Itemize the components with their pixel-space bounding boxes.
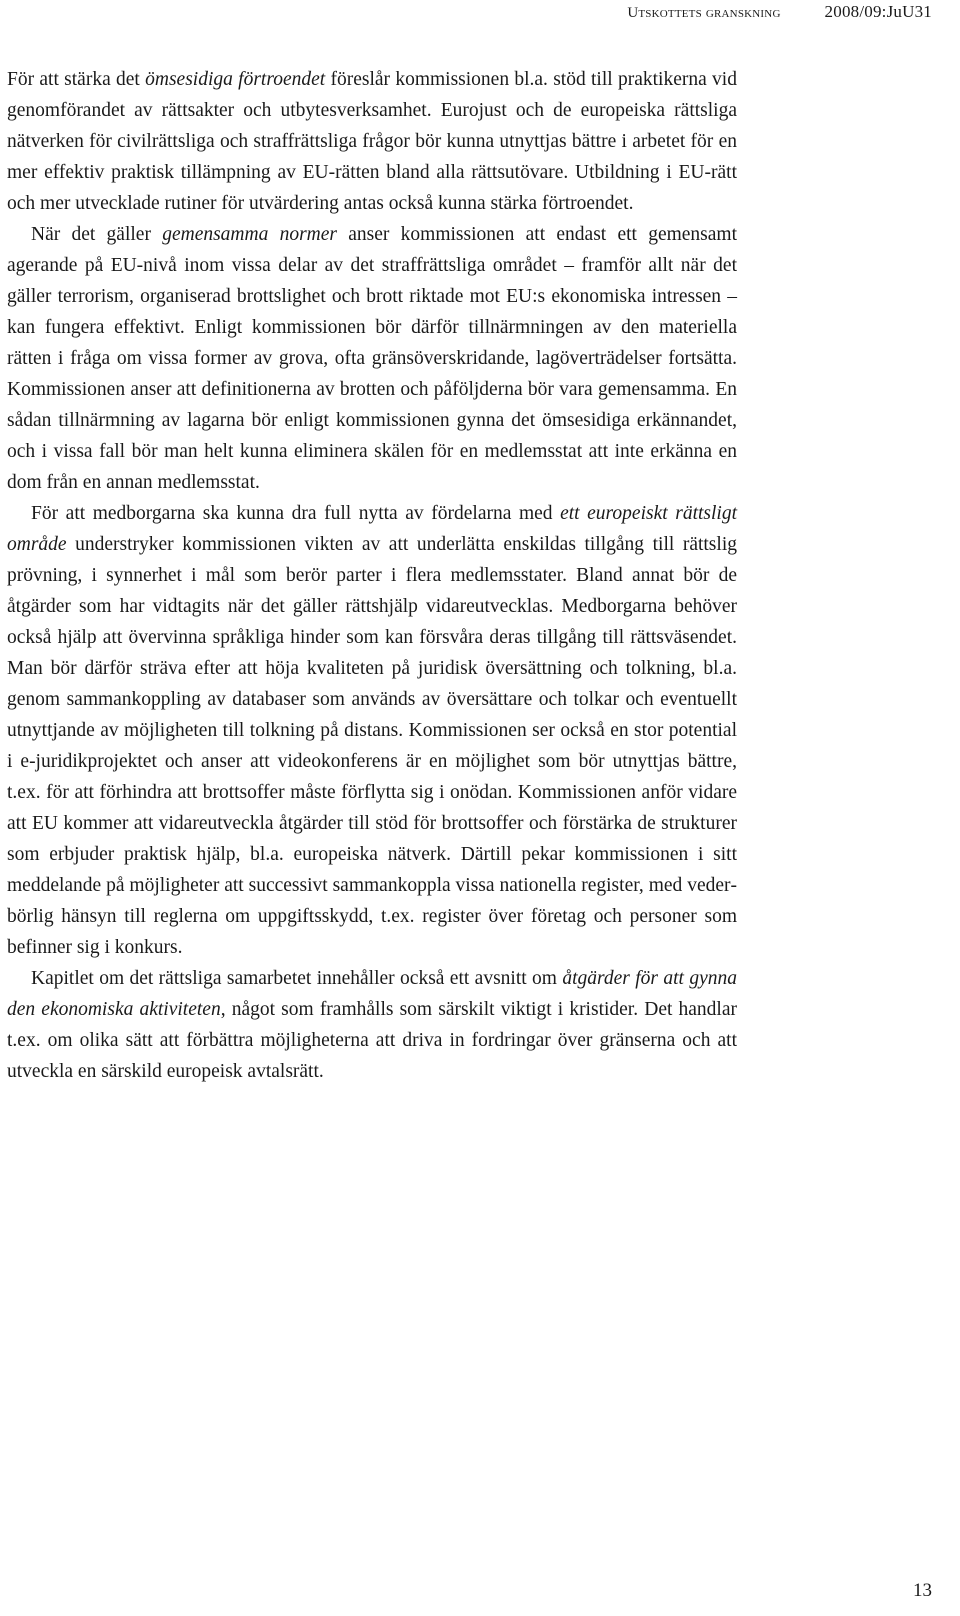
page-number: 13 — [913, 1580, 932, 1601]
text-run: Kapitlet om det rättsliga samarbetet innehåller också ett avsnitt om — [31, 968, 563, 989]
body-text — [7, 64, 737, 1087]
text-run: , något som framhålls som särskilt viktigt i kristider. Det handlar t.ex. om olika sätt att förbättra möjligheterna att driva in fordringar över gränserna och att utveckla en särskild europeisk avtalsrätt. — [7, 999, 737, 1082]
italic-term: gemensamma normer — [162, 224, 338, 245]
text-run: För att stärka det — [7, 69, 146, 90]
section-title: Utskottets granskning — [627, 5, 781, 21]
italic-term: ömsesidiga förtroendet — [145, 69, 326, 90]
text-run: När det gäller — [31, 224, 163, 245]
text-run: understryker kommissionen vikten av att underlätta enskildas tillgång till rättslig prövning, i synnerhet i mål som berör parter i flera medlemsstater. Bland annat bör de åtgärder som har vidtagits när det gäller rättshjälp vidareutvecklas. Medborgarna behöver också hjälp att övervinna språkliga hinder som kan försvåra deras tillgång till rättsväsendet. Man bör därför sträva efter att höja kvaliteten på juridisk översättning och tolkning, bl.a. genom sammankoppling av databaser som används av översättare och tolkar och eventuellt utnyttjande av möjligheten till tolkning på distans. Kommissionen ser också en stor potential i e-juridikprojektet och anser att videokonferens är en möjlighet som bör utnyttjas bättre, t.ex. för att förhindra att brottsoffer måste förflytta sig i onödan. Kommissionen anför vidare att EU kommer att vidareutveckla åtgärder till stöd för brottsoffer och förstärka de strukturer som erbjuder praktisk hjälp, bl.a. europeiska nätverk. Därtill pekar kommissionen i sitt meddelande på möjligheter att successivt sammankoppla vissa nationella register, med vederbörlig hänsyn till reglerna om uppgiftsskydd, t.ex. register över företag och personer som befinner sig i konkurs. — [7, 534, 737, 958]
italic-term: ett europeiskt rättsligt område — [7, 503, 737, 555]
paragraph-legal-area — [7, 498, 737, 963]
italic-term: åtgärder för att gynna den ekonomiska aktiviteten — [7, 968, 737, 1020]
document-reference: 2008/09:JuU31 — [824, 2, 932, 21]
running-header — [627, 2, 932, 22]
paragraph-common-norms — [7, 219, 737, 498]
paragraph-mutual-trust — [7, 64, 737, 219]
text-run: För att medborgarna ska kunna dra full nytta av fördelarna med — [31, 503, 561, 524]
text-run: föreslår kommissionen bl.a. stöd till praktikerna vid genomförandet av rättsakter och utbytesverksamhet. Eurojust och de europeiska rättsliga nätverken för civilrättsliga och straffrättsliga frågor bör kunna utnyttjas bättre i arbetet för en mer effektiv praktisk tillämpning av EU-rätten bland alla rättsutövare. Utbildning i EU-rätt och mer utvecklade rutiner för utvärdering antas också kunna stärka förtroendet. — [7, 69, 737, 214]
paragraph-economic-activity — [7, 963, 737, 1087]
text-run: anser kommissionen att endast ett gemensamt agerande på EU-nivå inom vissa delar av det straffrättsliga området – framför allt när det gäller terrorism, organiserad brottslighet och brott riktade mot EU:s ekonomiska intressen – kan fungera effektivt. Enligt kommissionen bör därför tillnärmningen av den materiella rätten i fråga om vissa former av grova, ofta gränsöverskridande, lagöverträdelser fortsätta. Kommissionen anser att definitionerna av brotten och påföljderna bör vara gemensamma. En sådan tillnärmning av lagarna bör enligt kommissionen gynna det ömsesidiga erkännandet, och i vissa fall bör man helt kunna eliminera skälen för en medlemsstat att inte erkänna en dom från en annan medlemsstat. — [7, 224, 738, 493]
